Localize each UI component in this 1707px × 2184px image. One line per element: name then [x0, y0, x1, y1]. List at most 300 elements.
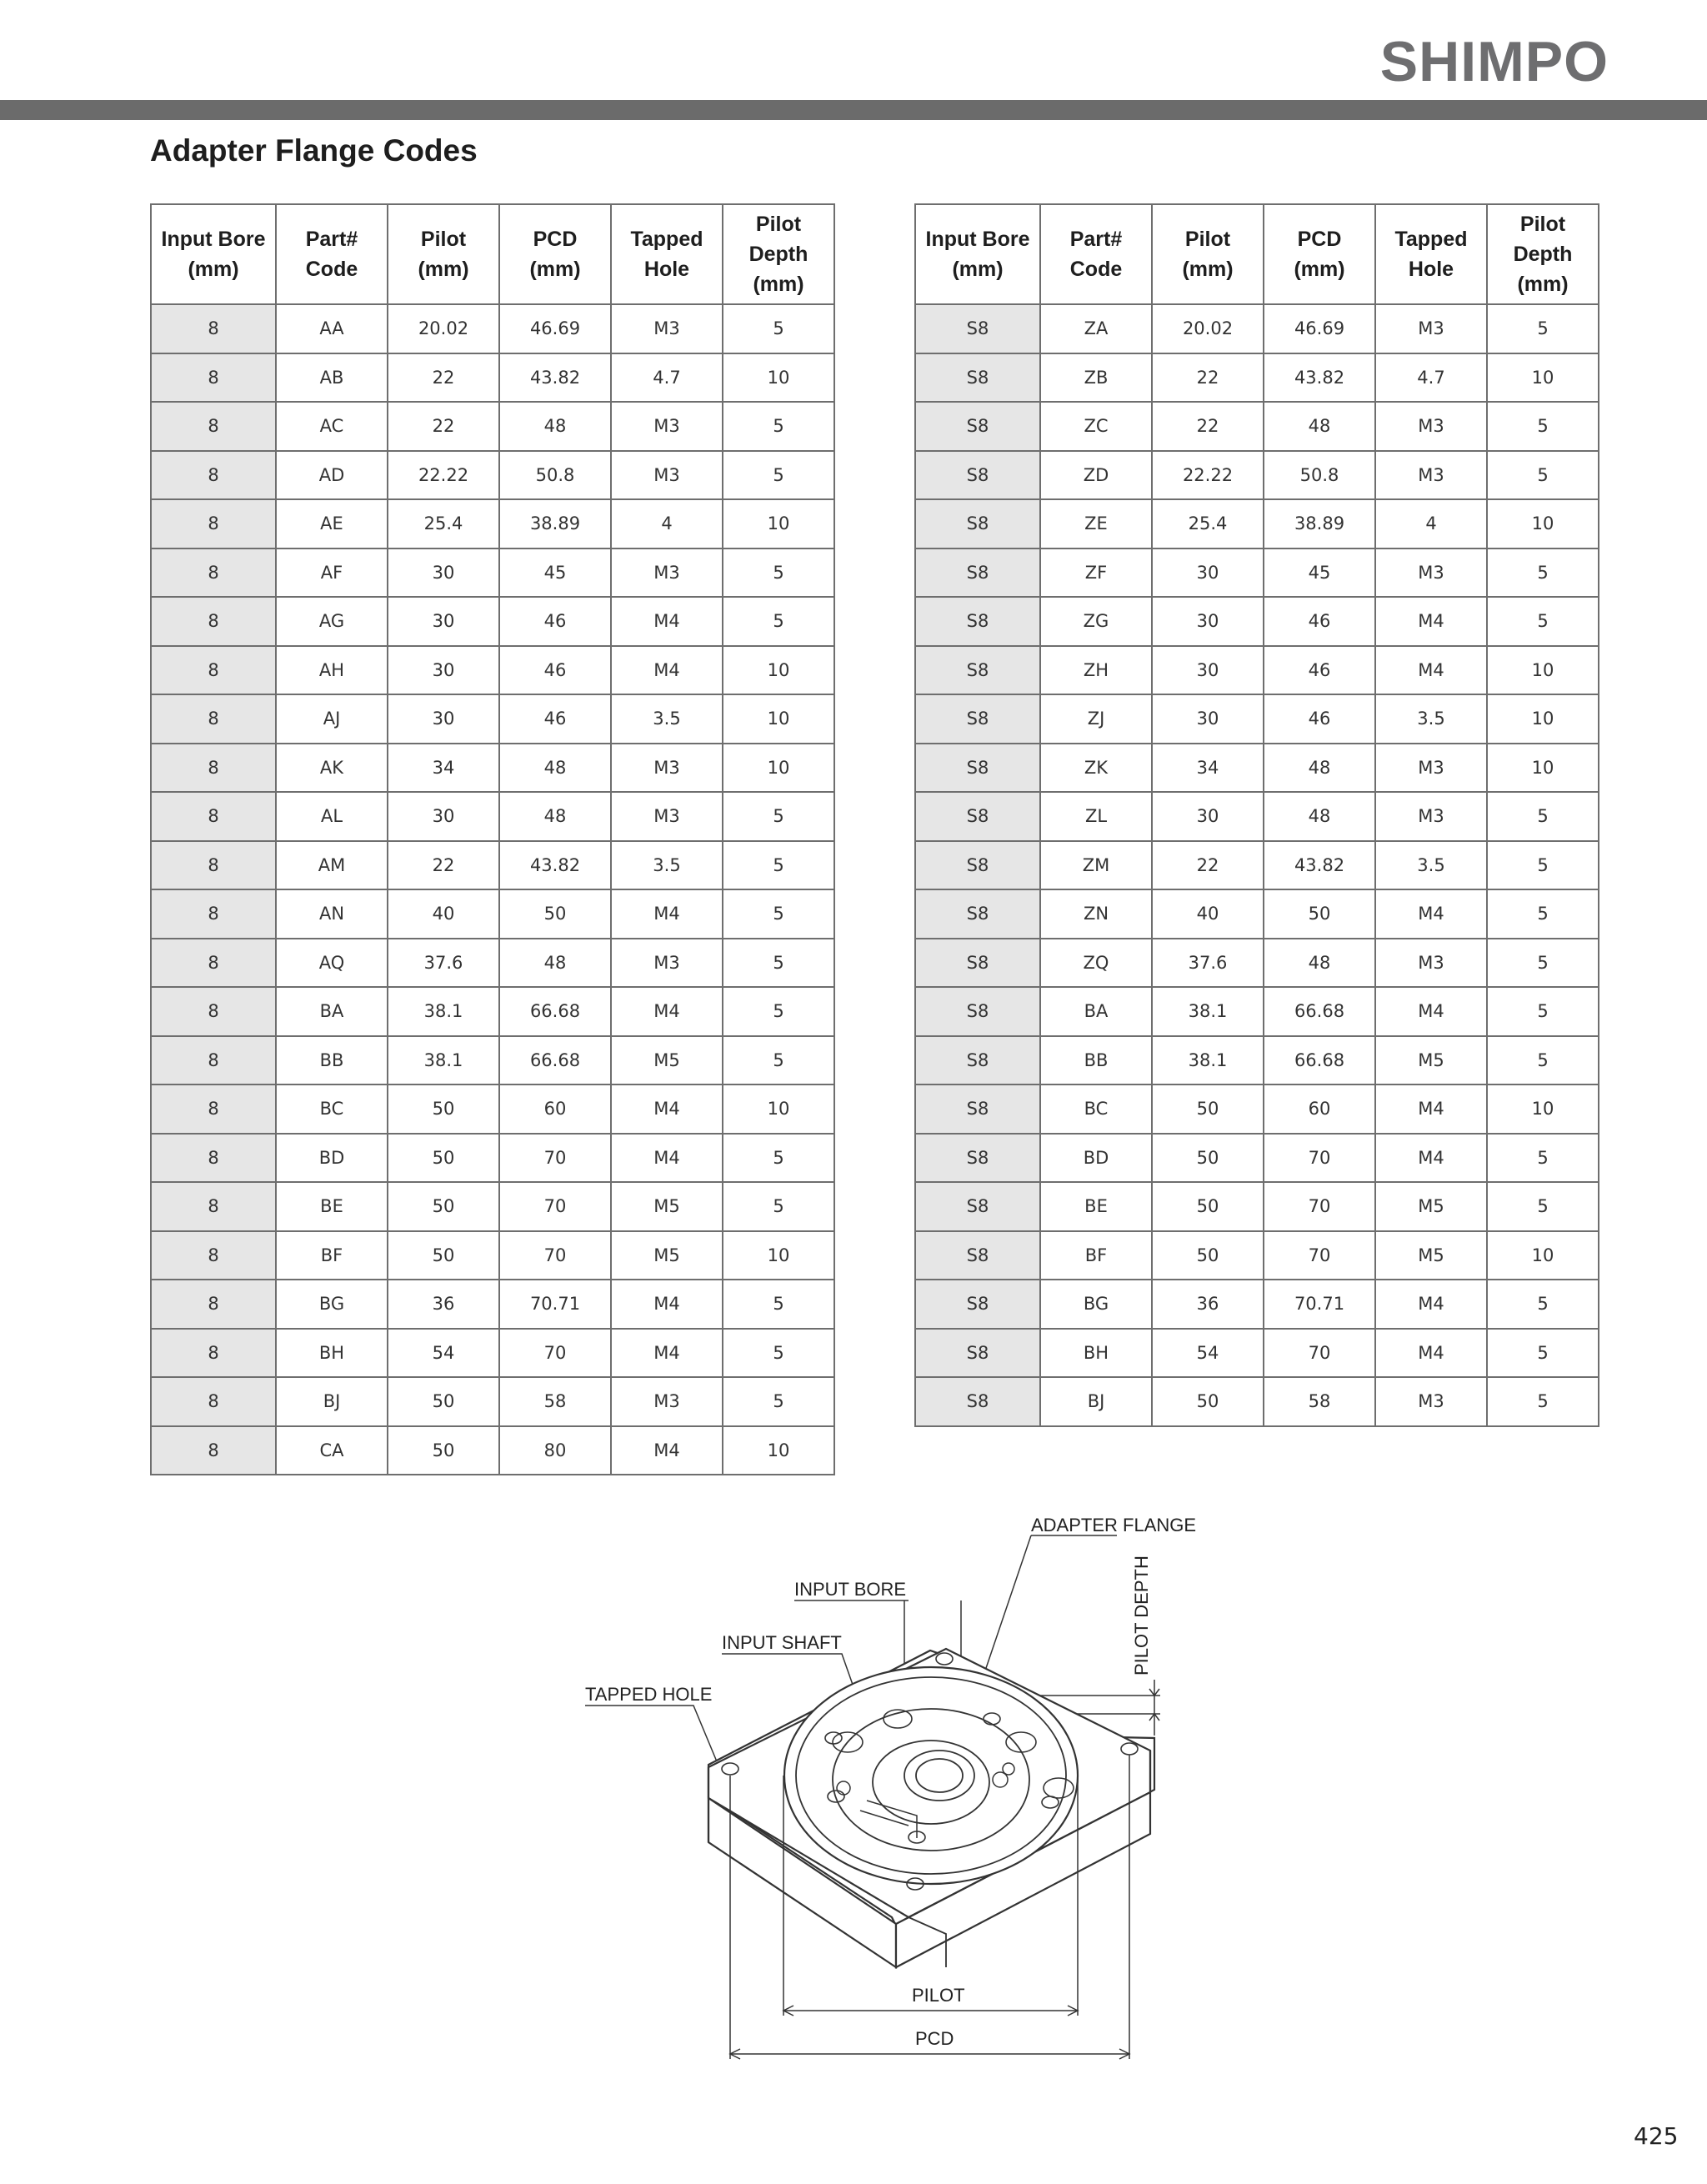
table-cell: 48	[499, 792, 611, 841]
table-cell: AK	[276, 744, 388, 793]
table-cell: 8	[151, 1377, 276, 1426]
pilot-depth-label: PILOT DEPTH	[1131, 1555, 1152, 1676]
page-number: 425	[1634, 2122, 1679, 2150]
table-cell: M4	[611, 646, 723, 695]
table-cell: 66.68	[1264, 1036, 1375, 1085]
table-cell: 45	[499, 549, 611, 598]
table-cell: 48	[1264, 744, 1375, 793]
table-cell: 5	[1487, 1036, 1599, 1085]
table-cell: 22.22	[388, 451, 499, 500]
table-cell: 8	[151, 1426, 276, 1475]
table-cell: 50.8	[1264, 451, 1375, 500]
column-header: Pilot (mm)	[1152, 204, 1264, 304]
table-row	[151, 597, 834, 646]
table-cell: M5	[611, 1182, 723, 1231]
pilot-label: PILOT	[912, 1985, 965, 2006]
table-cell: AN	[276, 889, 388, 939]
table-cell: 46	[499, 646, 611, 695]
table-cell: S8	[915, 1231, 1040, 1280]
table-cell: M3	[611, 549, 723, 598]
table-cell: 48	[499, 744, 611, 793]
table-cell: 22	[388, 841, 499, 890]
table-cell: 5	[723, 1182, 834, 1231]
table-cell: S8	[915, 646, 1040, 695]
table-cell: AH	[276, 646, 388, 695]
table-cell: S8	[915, 694, 1040, 744]
table-cell: 54	[388, 1329, 499, 1378]
table-row	[151, 304, 834, 353]
table-cell: AQ	[276, 939, 388, 988]
table-cell: 8	[151, 889, 276, 939]
table-cell: 50	[1152, 1182, 1264, 1231]
table-cell: AG	[276, 597, 388, 646]
table-row	[915, 1134, 1599, 1183]
table-cell: 10	[723, 646, 834, 695]
table-cell: 36	[1152, 1280, 1264, 1329]
table-cell: 50	[1152, 1377, 1264, 1426]
table-cell: 5	[723, 792, 834, 841]
table-cell: M3	[1375, 792, 1487, 841]
table-cell: 5	[1487, 841, 1599, 890]
table-cell: 30	[388, 792, 499, 841]
table-cell: 70	[1264, 1134, 1375, 1183]
table-cell: 10	[723, 499, 834, 549]
table-cell: 38.89	[499, 499, 611, 549]
table-cell: ZM	[1040, 841, 1152, 890]
table-cell: ZG	[1040, 597, 1152, 646]
table-cell: M5	[1375, 1036, 1487, 1085]
table-cell: 5	[1487, 1182, 1599, 1231]
table-cell: 10	[1487, 646, 1599, 695]
table-cell: BG	[276, 1280, 388, 1329]
table-cell: M4	[611, 1426, 723, 1475]
table-cell: 10	[723, 1084, 834, 1134]
table-cell: S8	[915, 304, 1040, 353]
table-cell: 22	[1152, 402, 1264, 451]
table-cell: M5	[611, 1231, 723, 1280]
table-cell: 5	[723, 1036, 834, 1085]
table-cell: 22.22	[1152, 451, 1264, 500]
table-cell: AB	[276, 353, 388, 403]
table-cell: 30	[388, 549, 499, 598]
table-cell: BF	[1040, 1231, 1152, 1280]
table-cell: 10	[1487, 694, 1599, 744]
table-cell: 4.7	[1375, 353, 1487, 403]
table-cell: 48	[1264, 402, 1375, 451]
table-cell: 50	[1152, 1084, 1264, 1134]
column-header: Pilot (mm)	[388, 204, 499, 304]
table-cell: 30	[1152, 646, 1264, 695]
table-row	[915, 1084, 1599, 1134]
table-cell: 70	[1264, 1231, 1375, 1280]
column-header: Pilot Depth (mm)	[1487, 204, 1599, 304]
column-header: Tapped Hole	[611, 204, 723, 304]
table-cell: AD	[276, 451, 388, 500]
table-cell: 8	[151, 694, 276, 744]
table-cell: 70.71	[1264, 1280, 1375, 1329]
table-cell: 20.02	[1152, 304, 1264, 353]
table-cell: M4	[1375, 1280, 1487, 1329]
table-row	[151, 841, 834, 890]
table-cell: S8	[915, 1182, 1040, 1231]
table-cell: BG	[1040, 1280, 1152, 1329]
table-row	[915, 597, 1599, 646]
tapped-hole-label: TAPPED HOLE	[585, 1684, 713, 1705]
table-cell: 30	[388, 646, 499, 695]
table-cell: 10	[1487, 744, 1599, 793]
table-row	[151, 1231, 834, 1280]
table-cell: BB	[1040, 1036, 1152, 1085]
table-row	[915, 889, 1599, 939]
table-cell: 46.69	[499, 304, 611, 353]
table-cell: M4	[611, 597, 723, 646]
table-cell: AJ	[276, 694, 388, 744]
table-row	[151, 402, 834, 451]
column-header: Part# Code	[1040, 204, 1152, 304]
table-cell: 30	[1152, 549, 1264, 598]
table-cell: BJ	[276, 1377, 388, 1426]
table-cell: BA	[1040, 987, 1152, 1036]
table-cell: 30	[1152, 694, 1264, 744]
table-cell: 10	[723, 694, 834, 744]
table-cell: 40	[1152, 889, 1264, 939]
table-cell: 10	[1487, 353, 1599, 403]
table-cell: AE	[276, 499, 388, 549]
table-row	[151, 499, 834, 549]
table-cell: 50	[1152, 1231, 1264, 1280]
table-cell: ZQ	[1040, 939, 1152, 988]
table-cell: BA	[276, 987, 388, 1036]
table-cell: 43.82	[499, 841, 611, 890]
table-cell: 3.5	[611, 841, 723, 890]
table-cell: 66.68	[499, 1036, 611, 1085]
table-cell: 30	[388, 694, 499, 744]
table-cell: BC	[276, 1084, 388, 1134]
table-cell: 5	[1487, 402, 1599, 451]
table-cell: M4	[1375, 597, 1487, 646]
table-cell: 70	[499, 1182, 611, 1231]
table-cell: S8	[915, 1280, 1040, 1329]
table-cell: 5	[723, 1280, 834, 1329]
table-cell: 8	[151, 597, 276, 646]
table-row	[151, 549, 834, 598]
table-cell: 10	[723, 353, 834, 403]
table-row	[915, 841, 1599, 890]
table-cell: M4	[611, 1329, 723, 1378]
table-cell: 22	[1152, 841, 1264, 890]
table-cell: 54	[1152, 1329, 1264, 1378]
table-cell: 10	[723, 1426, 834, 1475]
table-cell: 8	[151, 451, 276, 500]
table-row	[915, 1329, 1599, 1378]
table-cell: 5	[723, 987, 834, 1036]
table-row	[151, 987, 834, 1036]
table-cell: M3	[1375, 451, 1487, 500]
pcd-label: PCD	[915, 2028, 954, 2049]
table-cell: 10	[1487, 1231, 1599, 1280]
table-cell: 48	[499, 402, 611, 451]
table-cell: 8	[151, 744, 276, 793]
table-cell: 30	[388, 597, 499, 646]
table-row	[151, 939, 834, 988]
table-cell: 8	[151, 1036, 276, 1085]
table-cell: 50	[388, 1084, 499, 1134]
table-cell: BD	[276, 1134, 388, 1183]
table-cell: BE	[276, 1182, 388, 1231]
table-cell: S8	[915, 549, 1040, 598]
table-cell: 66.68	[1264, 987, 1375, 1036]
table-row	[915, 744, 1599, 793]
table-row	[915, 792, 1599, 841]
table-cell: 5	[1487, 939, 1599, 988]
table-cell: ZH	[1040, 646, 1152, 695]
table-cell: 46	[499, 597, 611, 646]
table-cell: 43.82	[1264, 841, 1375, 890]
input-shaft-label: INPUT SHAFT	[722, 1632, 842, 1653]
column-header: Tapped Hole	[1375, 204, 1487, 304]
table-cell: 4.7	[611, 353, 723, 403]
flange-code-table-left	[150, 203, 835, 1475]
table-cell: ZE	[1040, 499, 1152, 549]
table-cell: 66.68	[499, 987, 611, 1036]
table-cell: 5	[1487, 1329, 1599, 1378]
table-cell: 70	[499, 1329, 611, 1378]
table-row	[915, 694, 1599, 744]
table-cell: 5	[723, 597, 834, 646]
table-cell: 50.8	[499, 451, 611, 500]
table-cell: ZN	[1040, 889, 1152, 939]
table-cell: 25.4	[1152, 499, 1264, 549]
table-cell: 30	[1152, 792, 1264, 841]
table-cell: M3	[611, 304, 723, 353]
table-cell: ZK	[1040, 744, 1152, 793]
table-cell: 25.4	[388, 499, 499, 549]
table-cell: 60	[1264, 1084, 1375, 1134]
table-cell: BC	[1040, 1084, 1152, 1134]
table-cell: 5	[1487, 889, 1599, 939]
table-row	[151, 1377, 834, 1426]
table-cell: 8	[151, 1280, 276, 1329]
table-cell: 38.1	[1152, 1036, 1264, 1085]
table-cell: BD	[1040, 1134, 1152, 1183]
table-row	[915, 1377, 1599, 1426]
table-cell: 5	[723, 1377, 834, 1426]
table-cell: 8	[151, 987, 276, 1036]
table-cell: S8	[915, 353, 1040, 403]
table-cell: AF	[276, 549, 388, 598]
page-title: Adapter Flange Codes	[150, 133, 478, 168]
table-row	[151, 792, 834, 841]
table-cell: 22	[1152, 353, 1264, 403]
table-row	[151, 353, 834, 403]
table-row	[915, 1182, 1599, 1231]
table-cell: AA	[276, 304, 388, 353]
table-cell: M5	[1375, 1182, 1487, 1231]
table-cell: S8	[915, 1084, 1040, 1134]
table-cell: ZJ	[1040, 694, 1152, 744]
table-cell: 70	[499, 1231, 611, 1280]
table-cell: 5	[1487, 304, 1599, 353]
table-cell: 80	[499, 1426, 611, 1475]
column-header: PCD (mm)	[1264, 204, 1375, 304]
table-cell: 43.82	[1264, 353, 1375, 403]
table-cell: M3	[1375, 402, 1487, 451]
table-cell: 58	[499, 1377, 611, 1426]
table-cell: M3	[611, 792, 723, 841]
table-cell: M3	[611, 402, 723, 451]
table-cell: S8	[915, 792, 1040, 841]
table-cell: 50	[388, 1377, 499, 1426]
table-cell: 4	[1375, 499, 1487, 549]
table-cell: 46	[1264, 694, 1375, 744]
table-cell: 3.5	[611, 694, 723, 744]
table-cell: 22	[388, 353, 499, 403]
table-row	[915, 499, 1599, 549]
table-cell: 50	[1264, 889, 1375, 939]
table-cell: 48	[1264, 939, 1375, 988]
table-cell: M3	[1375, 304, 1487, 353]
table-cell: 4	[611, 499, 723, 549]
table-cell: M3	[1375, 1377, 1487, 1426]
table-cell: BJ	[1040, 1377, 1152, 1426]
table-cell: 5	[1487, 597, 1599, 646]
table-header-row	[915, 204, 1599, 304]
table-cell: M4	[611, 1280, 723, 1329]
table-cell: M4	[1375, 1084, 1487, 1134]
table-cell: ZL	[1040, 792, 1152, 841]
table-cell: ZC	[1040, 402, 1152, 451]
table-cell: M3	[611, 744, 723, 793]
table-cell: 5	[723, 451, 834, 500]
table-cell: S8	[915, 841, 1040, 890]
table-cell: M4	[611, 987, 723, 1036]
table-cell: 5	[1487, 987, 1599, 1036]
table-cell: M3	[611, 451, 723, 500]
table-cell: 34	[388, 744, 499, 793]
table-cell: 50	[388, 1231, 499, 1280]
table-cell: 46.69	[1264, 304, 1375, 353]
table-cell: 5	[1487, 549, 1599, 598]
table-cell: 3.5	[1375, 841, 1487, 890]
table-cell: 5	[723, 939, 834, 988]
table-cell: M4	[1375, 1329, 1487, 1378]
table-cell: 38.89	[1264, 499, 1375, 549]
table-cell: 8	[151, 549, 276, 598]
table-cell: 5	[1487, 792, 1599, 841]
table-cell: CA	[276, 1426, 388, 1475]
table-cell: 37.6	[388, 939, 499, 988]
table-cell: 38.1	[1152, 987, 1264, 1036]
table-cell: 5	[723, 889, 834, 939]
table-row	[151, 1329, 834, 1378]
table-cell: 50	[499, 889, 611, 939]
table-cell: AM	[276, 841, 388, 890]
column-header: Part# Code	[276, 204, 388, 304]
table-cell: S8	[915, 499, 1040, 549]
table-cell: 58	[1264, 1377, 1375, 1426]
table-cell: 70.71	[499, 1280, 611, 1329]
table-cell: 50	[1152, 1134, 1264, 1183]
flange-code-table-right	[914, 203, 1599, 1427]
table-cell: 36	[388, 1280, 499, 1329]
table-cell: S8	[915, 1329, 1040, 1378]
table-row	[915, 353, 1599, 403]
table-cell: 38.1	[388, 987, 499, 1036]
input-bore-label: INPUT BORE	[794, 1579, 907, 1600]
table-row	[151, 1134, 834, 1183]
table-cell: 46	[1264, 646, 1375, 695]
table-cell: 70	[499, 1134, 611, 1183]
table-cell: M4	[1375, 1134, 1487, 1183]
table-cell: 5	[1487, 1134, 1599, 1183]
column-header: Input Bore (mm)	[915, 204, 1040, 304]
table-row	[915, 402, 1599, 451]
table-cell: 48	[1264, 792, 1375, 841]
table-cell: 8	[151, 1084, 276, 1134]
table-cell: 50	[388, 1182, 499, 1231]
adapter-flange-label: ADAPTER FLANGE	[1031, 1515, 1197, 1535]
table-cell: S8	[915, 1036, 1040, 1085]
column-header: Input Bore (mm)	[151, 204, 276, 304]
table-row	[151, 1182, 834, 1231]
table-cell: 5	[723, 1329, 834, 1378]
table-row	[915, 549, 1599, 598]
table-cell: 50	[388, 1426, 499, 1475]
table-cell: 10	[723, 1231, 834, 1280]
table-cell: 34	[1152, 744, 1264, 793]
table-cell: ZB	[1040, 353, 1152, 403]
table-cell: 5	[723, 549, 834, 598]
table-cell: AL	[276, 792, 388, 841]
table-cell: M3	[611, 939, 723, 988]
table-cell: 8	[151, 1329, 276, 1378]
table-cell: 5	[1487, 1280, 1599, 1329]
table-row	[915, 304, 1599, 353]
table-row	[915, 987, 1599, 1036]
table-cell: BF	[276, 1231, 388, 1280]
table-cell: M4	[611, 1084, 723, 1134]
table-row	[915, 1036, 1599, 1085]
table-cell: 10	[1487, 499, 1599, 549]
table-cell: 5	[1487, 1377, 1599, 1426]
shimpo-logo: SHIMPO	[1379, 30, 1609, 93]
table-cell: 50	[388, 1134, 499, 1183]
table-cell: M5	[1375, 1231, 1487, 1280]
table-cell: 48	[499, 939, 611, 988]
adapter-flange-drawing	[567, 1500, 1200, 2067]
column-header: PCD (mm)	[499, 204, 611, 304]
table-cell: BB	[276, 1036, 388, 1085]
table-row	[151, 1280, 834, 1329]
table-cell: M4	[611, 1134, 723, 1183]
table-header-row	[151, 204, 834, 304]
table-row	[915, 1231, 1599, 1280]
table-cell: 8	[151, 402, 276, 451]
table-cell: 70	[1264, 1329, 1375, 1378]
table-cell: M4	[1375, 987, 1487, 1036]
table-cell: S8	[915, 402, 1040, 451]
table-row	[915, 1280, 1599, 1329]
table-cell: 8	[151, 304, 276, 353]
table-cell: S8	[915, 939, 1040, 988]
table-cell: BE	[1040, 1182, 1152, 1231]
table-row	[151, 744, 834, 793]
table-cell: 38.1	[388, 1036, 499, 1085]
table-cell: M3	[1375, 939, 1487, 988]
table-cell: 43.82	[499, 353, 611, 403]
table-row	[151, 451, 834, 500]
header-bar	[0, 100, 1707, 120]
